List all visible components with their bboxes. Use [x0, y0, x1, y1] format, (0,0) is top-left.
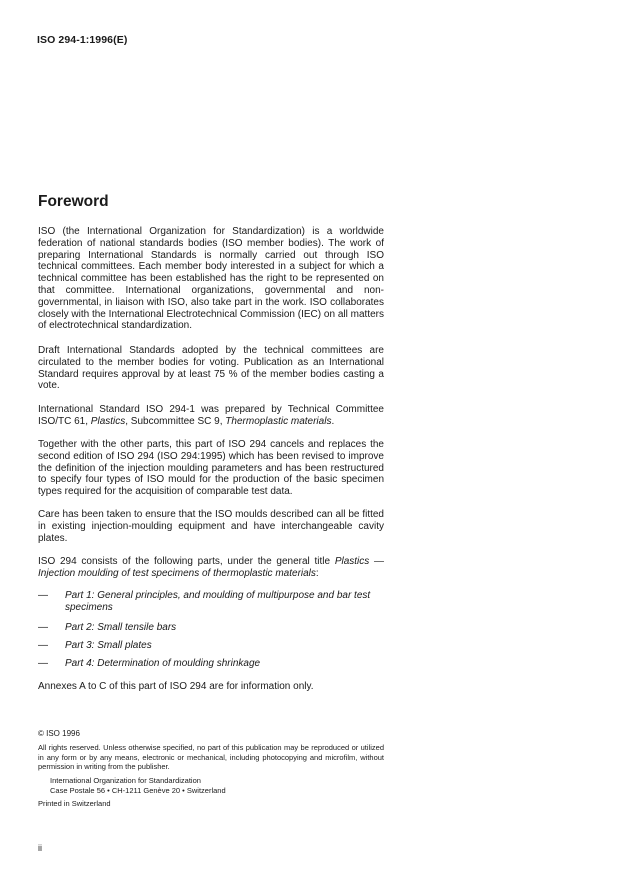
paragraph-text — [38, 404, 384, 428]
part-label: Part 2: Small tensile bars — [65, 622, 177, 633]
paragraph-text — [38, 556, 384, 580]
document-id: ISO 294-1:1996(E) — [37, 34, 128, 46]
paragraph-text: Together with the other parts, this part of ISO 294 cancels and replaces the second edition of ISO 294 (ISO 294:1995) which has been revised to improve the definition of the injection moulding parameters and has been restructured to specify four types of ISO mould for the production of the basic specimen types required for the acquisition of comparable test data. — [38, 439, 384, 498]
foreword-paragraph-2 — [38, 345, 384, 392]
text-span: International Standard ISO 294-1 was prepared by Technical Committee ISO/TC 61, — [38, 404, 384, 427]
rights-statement: All rights reserved. Unless otherwise specified, no part of this publication may be reproduced or utilized in any form or by any means, electronic or mechanical, including photocopying and microfilm, without permission in writing from the publisher. — [38, 743, 384, 772]
dash-bullet: — — [38, 590, 48, 601]
publisher-org: International Organization for Standardization — [50, 776, 201, 785]
paragraph-text: Draft International Standards adopted by the technical committees are circulated to the member bodies for voting. Publication as an International Standard requires approval by at least 75 % of the member bodies casting a vote. — [38, 345, 384, 392]
dash-bullet: — — [38, 658, 48, 669]
sc-name: Thermoplastic materials — [225, 415, 332, 427]
text-span: : — [315, 567, 319, 579]
text-span: . — [331, 415, 335, 427]
page-number: ii — [38, 843, 42, 853]
foreword-paragraph-4 — [38, 439, 384, 498]
paragraph-text: ISO (the International Organization for Standardization) is a worldwide federation of national standards bodies (ISO member bodies). The work of preparing International Standards is normally carried out through ISO technical committees. Each member body interested in a subject for which a technical committee has been established has the right to be represented on that committee. International organizations, governmental and non-governmental, in liaison with ISO, also take part in the work. ISO collaborates closely with the International Electrotechnical Commission (IEC) on all matters of electrotechnical standardization. — [38, 226, 384, 332]
series-title: Plastics — Injection moulding of test specimens of thermoplastic materials — [38, 556, 385, 579]
part-label: Part 1: General principles, and moulding of multipurpose and bar test specimens — [65, 590, 371, 613]
part-label: Part 4: Determination of moulding shrinkage — [65, 658, 261, 669]
foreword-paragraph-3 — [38, 404, 384, 428]
foreword-paragraph-1 — [38, 226, 384, 332]
foreword-paragraph-5 — [38, 509, 384, 544]
list-item-part-1 — [38, 590, 384, 614]
printed-in: Printed in Switzerland — [38, 799, 111, 808]
dash-bullet: — — [38, 622, 48, 633]
list-item-part-4 — [38, 658, 384, 670]
publisher-address: Case Postale 56 • CH-1211 Genève 20 • Switzerland — [50, 786, 226, 795]
text-span: ISO 294 consists of the following parts, under the general title — [38, 556, 335, 567]
list-item-part-3 — [38, 640, 384, 652]
list-item-part-2 — [38, 622, 384, 634]
foreword-paragraph-6 — [38, 556, 384, 580]
text-span: , Subcommittee SC 9, — [125, 415, 226, 427]
copyright-line: © ISO 1996 — [38, 729, 80, 738]
tc-name: Plastics — [90, 415, 126, 427]
foreword-heading: Foreword — [38, 193, 109, 210]
foreword-paragraph-7 — [38, 681, 384, 693]
paragraph-text: Annexes A to C of this part of ISO 294 are for information only. — [38, 681, 314, 692]
paragraph-text: Care has been taken to ensure that the ISO moulds described can all be fitted in existing injection-moulding equipment and have interchangeable cavity plates. — [38, 509, 384, 544]
part-label: Part 3: Small plates — [65, 640, 152, 651]
dash-bullet: — — [38, 640, 48, 651]
